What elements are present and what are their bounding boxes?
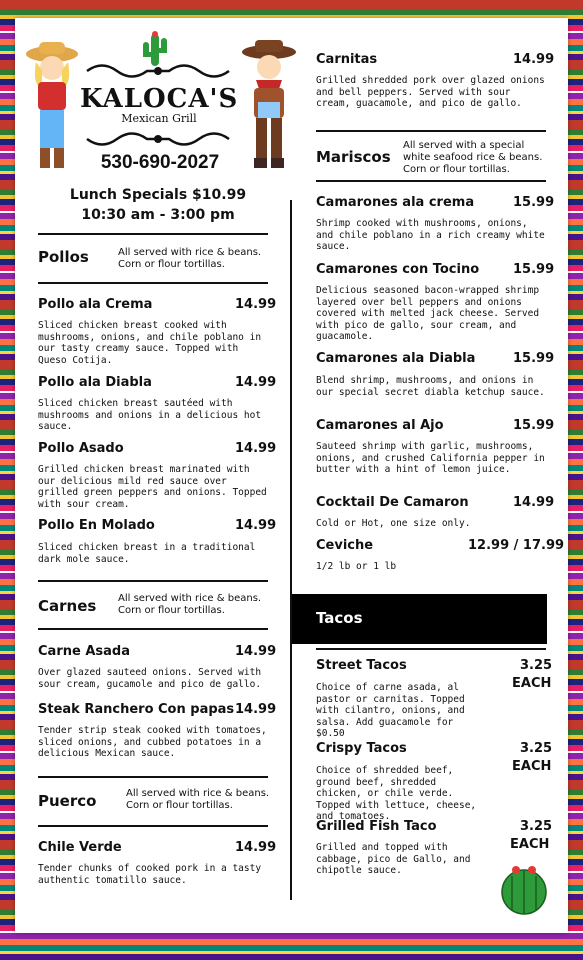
menu-item-price: 14.99	[235, 441, 277, 456]
menu-item-description: Cold or Hot, one size only.	[316, 518, 471, 529]
menu-item-description: Sliced chicken breast in a traditional dark mole sauce.	[38, 542, 256, 565]
menu-item-price: 14.99	[235, 840, 277, 855]
menu-item-name: Steak Ranchero Con papas	[38, 702, 235, 717]
brand-name: KALOCA'S	[80, 84, 239, 114]
divider	[38, 825, 268, 827]
menu-item-name: Chile Verde	[38, 840, 122, 855]
menu-item-price: 3.25	[520, 741, 553, 756]
menu-item-description: Grilled shredded pork over glazed onions and bell peppers. Served with sour cream, guacamole, and pico de gallo.	[316, 75, 545, 109]
divider	[38, 580, 268, 582]
menu-item-name: Pollo Asado	[38, 441, 124, 456]
menu-item-name: Carnitas	[316, 52, 378, 67]
menu-item-price: 14.99	[235, 375, 277, 390]
divider	[316, 180, 546, 182]
menu-item-name: Camarones ala Diabla	[316, 351, 476, 366]
menu-item-description: Grilled and topped with cabbage, pico de Gallo, and chipotle sauce.	[316, 842, 471, 876]
menu-item-price: 3.25	[520, 658, 553, 673]
divider	[38, 233, 268, 235]
menu-item-price: 15.99	[513, 262, 555, 277]
menu-item-description: Sliced chicken breast sautéed with mushrooms and onions in a delicious hot sauce.	[38, 398, 262, 432]
column-divider	[290, 200, 292, 900]
menu-item-unit: EACH	[512, 676, 552, 691]
section-title-carnes: Carnes	[38, 597, 97, 615]
menu-item-description: Sauteed shrimp with garlic, mushrooms, onions, and crushed California pepper in butter with a hint of lemon juice.	[316, 441, 545, 475]
menu-item-name: Pollo ala Diabla	[38, 375, 152, 390]
menu-item-description: Choice of carne asada, al pastor or carnitas. Topped with cilantro, onions, and salsa. Add guacamole for $0.50	[316, 682, 465, 739]
menu-item-name: Pollo ala Crema	[38, 297, 153, 312]
menu-item-price: 3.25	[520, 819, 553, 834]
menu-item-description: Choice of shredded beef, ground beef, shredded chicken, or chile verde. Topped with lettuce, cheese, and tomatoes.	[316, 765, 477, 822]
menu-item-description: Grilled chicken breast marinated with our delicious mild red sauce over grilled green peppers and onions. Topped with sour cream.	[38, 464, 267, 510]
menu-item-name: Camarones al Ajo	[316, 418, 444, 433]
lunch-specials-hours: 10:30 am - 3:00 pm	[81, 207, 235, 223]
menu-item-name: Camarones ala crema	[316, 195, 475, 210]
menu-item-price: 15.99	[513, 351, 555, 366]
cowboy-illustration	[240, 40, 298, 175]
menu-item-price: 14.99	[235, 702, 277, 717]
menu-item-price: 12.99 / 17.99	[468, 538, 565, 553]
menu-item-name: Grilled Fish Taco	[316, 819, 437, 834]
menu-item-price: 14.99	[513, 52, 555, 67]
flourish-bottom	[82, 128, 234, 150]
menu-item-name: Ceviche	[316, 538, 374, 553]
menu-item-description: Delicious seasoned bacon-wrapped shrimp layered over bell peppers and onions covered with melted jack cheese. Served with pico de gallo, sour cream, and guacamole.	[316, 285, 540, 342]
menu-item-description: 1/2 lb or 1 lb	[316, 561, 397, 572]
menu-item-description: Tender chunks of cooked pork in a tasty authentic tomatillo sauce.	[38, 863, 262, 886]
menu-item-name: Camarones con Tocino	[316, 262, 480, 277]
menu-item-price: 15.99	[513, 195, 555, 210]
menu-item-name: Carne Asada	[38, 644, 130, 659]
menu-item-price: 15.99	[513, 418, 555, 433]
flourish-top	[82, 60, 234, 82]
phone-number[interactable]: 530-690-2027	[100, 152, 220, 173]
divider	[38, 628, 268, 630]
menu-item-name: Pollo En Molado	[38, 518, 155, 533]
section-note-mariscos: All served with a special white seafood rice & beans. Corn or flour tortillas.	[403, 140, 543, 175]
menu-item-description: Tender strip steak cooked with tomatoes, sliced onions, and cubbed potatoes in a delicious Mexican sauce.	[38, 725, 267, 759]
menu-item-price: 14.99	[235, 644, 277, 659]
section-title-puerco: Puerco	[38, 792, 97, 810]
menu-item-description: Blend shrimp, mushrooms, and onions in our special secret diabla ketchup sauce.	[316, 375, 545, 398]
divider	[316, 648, 546, 650]
menu-item-name: Street Tacos	[316, 658, 407, 673]
cactus-icon	[498, 860, 550, 916]
divider	[38, 776, 268, 778]
section-note-carnes: All served with rice & beans. Corn or flour tortillas.	[118, 593, 262, 616]
menu-item-description: Over glazed sauteed onions. Served with sour cream, gucamole and pico de gallo.	[38, 667, 262, 690]
cowgirl-illustration	[22, 40, 82, 175]
brand-tagline: Mexican Grill	[121, 112, 197, 125]
menu-item-description: Sliced chicken breast cooked with mushrooms, onions, and chile poblano in our tasty creamy sauce. Topped with Queso Cotija.	[38, 320, 262, 366]
lunch-specials-price: Lunch Specials $10.99	[69, 187, 247, 203]
section-title-pollos: Pollos	[38, 248, 89, 266]
section-note-puerco: All served with rice & beans. Corn or flour tortillas.	[126, 788, 270, 811]
menu-item-name: Crispy Tacos	[316, 741, 407, 756]
menu-item-description: Shrimp cooked with mushrooms, onions, and chile poblano in a rich creamy white sauce.	[316, 218, 545, 252]
menu-item-price: 14.99	[235, 297, 277, 312]
menu-item-unit: EACH	[512, 759, 552, 774]
menu-item-price: 14.99	[235, 518, 277, 533]
divider	[38, 282, 268, 284]
section-title-mariscos: Mariscos	[316, 148, 391, 166]
divider	[316, 130, 546, 132]
section-title-tacos: Tacos	[316, 609, 363, 627]
menu-item-name: Cocktail De Camaron	[316, 495, 469, 510]
menu-item-price: 14.99	[513, 495, 555, 510]
section-note-pollos: All served with rice & beans. Corn or flour tortillas.	[118, 247, 262, 270]
menu-item-unit: EACH	[510, 837, 550, 852]
